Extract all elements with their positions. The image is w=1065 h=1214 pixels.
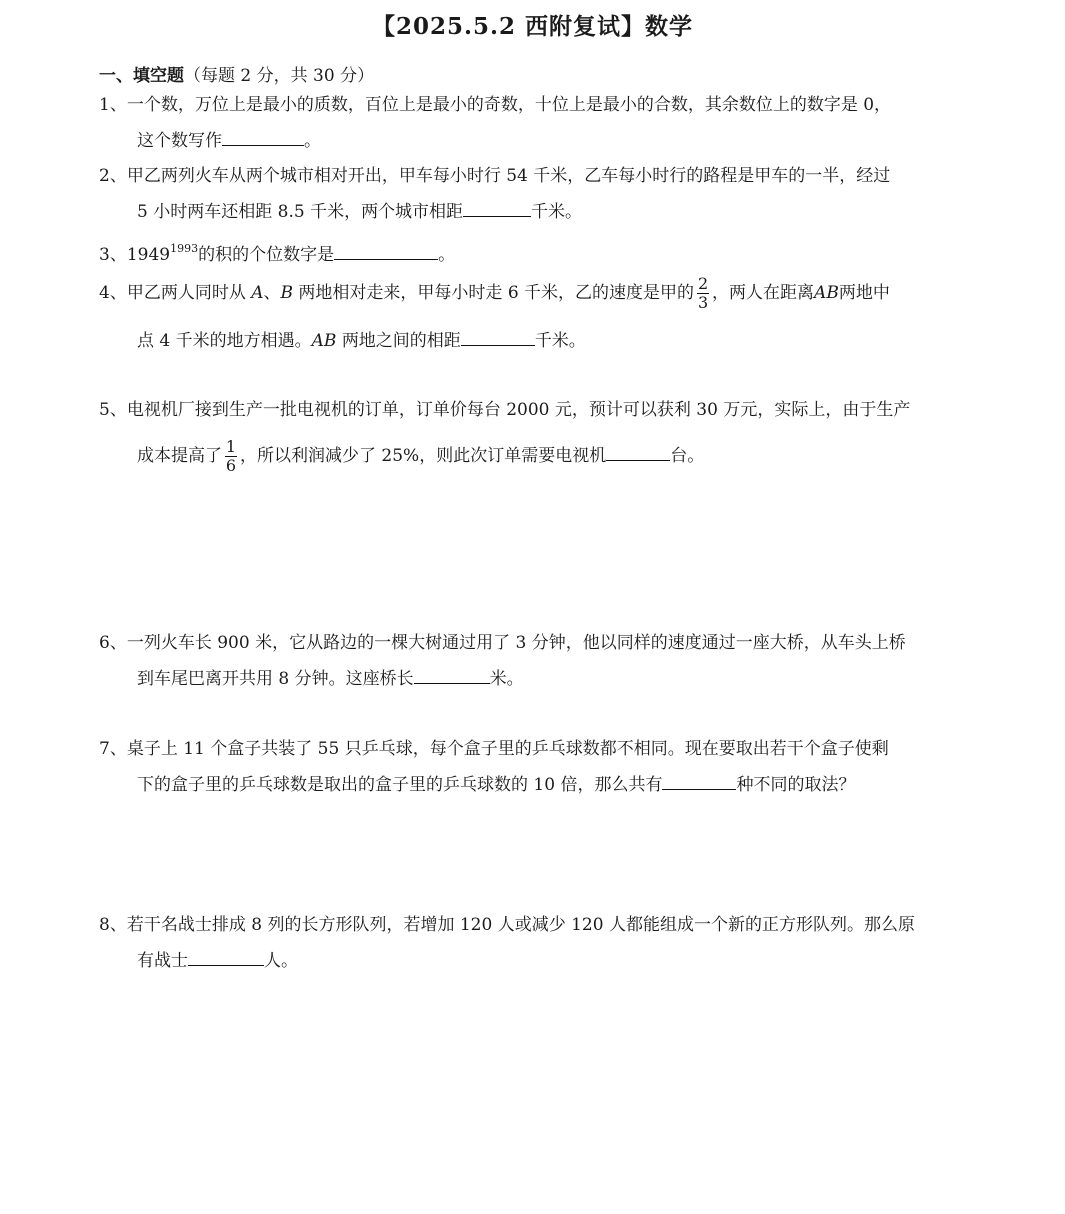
point-label: B: [280, 283, 294, 303]
question-4: [99, 275, 983, 359]
page-title: 【2025.5.2 西附复试】数学: [371, 13, 694, 40]
question-number: 2、: [99, 166, 127, 186]
fraction: [697, 275, 709, 312]
question-text: 。: [304, 131, 321, 151]
answer-blank[interactable]: [606, 438, 670, 461]
question-text: 下的盒子里的乒乓球数是取出的盒子里的乒乓球数的 10 倍，那么共有: [137, 775, 663, 795]
answer-blank[interactable]: [461, 323, 535, 346]
question-text: 若干名战士排成 8 列的长方形队列，若增加 120 人或减少 120 人都能组成一个新的正方形队列。那么原: [126, 915, 915, 935]
section-title: 一、填空题: [99, 66, 184, 86]
question-text: 两地之间的相距: [341, 331, 461, 351]
answer-blank[interactable]: [188, 943, 264, 966]
question-text: 、: [263, 283, 281, 303]
answer-blank[interactable]: [414, 661, 490, 684]
fraction: [225, 438, 237, 475]
question-text: 两地中: [838, 283, 890, 303]
question-6: [99, 625, 983, 697]
question-text: 一列火车长 900 米，它从路边的一棵大树通过用了 3 分钟，他以同样的速度通过一座大桥，从车头上桥: [126, 633, 906, 653]
question-number: 8、: [99, 915, 127, 935]
question-text: 。: [438, 245, 456, 265]
question-text: 千米。: [531, 202, 583, 222]
fraction-denominator: 6: [225, 456, 237, 475]
question-5: [99, 392, 983, 474]
power-exponent: 1993: [170, 242, 199, 255]
question-7: [99, 731, 983, 803]
fraction-numerator: 2: [697, 274, 709, 293]
question-text: 桌子上 11 个盒子共装了 55 只乒乓球，每个盒子里的乒乓球数都不相同。现在要取出若干个盒子使剩: [126, 739, 889, 759]
question-1: [99, 87, 983, 159]
fraction-numerator: 1: [225, 437, 237, 456]
question-text: 5 小时两车还相距 8.5 千米，两个城市相距: [137, 202, 464, 222]
question-text: 甲乙两列火车从两个城市相对开出，甲车每小时行 54 千米，乙车每小时行的路程是甲车的一半，经过: [126, 166, 891, 186]
question-3: [99, 231, 983, 267]
question-8: [99, 907, 983, 979]
question-text: 这个数写作: [137, 131, 222, 151]
answer-blank[interactable]: [463, 194, 531, 217]
point-label: AB: [311, 331, 337, 351]
question-text: 的积的个位数字是: [198, 245, 335, 265]
question-number: 5、: [99, 400, 127, 420]
question-text: 甲乙两人同时从: [126, 283, 246, 303]
point-label: AB: [814, 283, 839, 303]
question-text: ，两人在距离: [712, 283, 815, 303]
question-number: 7、: [99, 739, 127, 759]
question-text: 两地相对走来，甲每小时走 6 千米，乙的速度是甲的: [298, 283, 695, 303]
question-2: [99, 158, 983, 230]
question-text: 有战士: [137, 951, 188, 971]
question-text: 种不同的取法？: [736, 775, 856, 795]
question-number: 1、: [99, 95, 127, 115]
question-text: 人。: [264, 951, 298, 971]
question-text: 电视机厂接到生产一批电视机的订单，订单价每台 2000 元，预计可以获利 30 万元，实际上，由于生产: [126, 400, 911, 420]
power-base: 1949: [126, 245, 171, 265]
question-number: 4、: [99, 283, 127, 303]
question-text: 一个数，万位上是最小的质数，百位上是最小的奇数，十位上是最小的合数，其余数位上的数字是 0，: [126, 95, 892, 115]
answer-blank[interactable]: [222, 123, 304, 146]
question-text: 点 4 千米的地方相遇。: [137, 331, 312, 351]
answer-blank[interactable]: [662, 767, 736, 790]
question-number: 3、: [99, 245, 127, 265]
question-text: 成本提高了: [137, 446, 222, 466]
question-text: ，所以利润减少了 25%，则此次订单需要电视机: [240, 446, 607, 466]
question-text: 米。: [489, 669, 524, 689]
section-note: （每题 2 分，共 30 分）: [184, 66, 375, 86]
point-label: A: [251, 283, 264, 303]
question-text: 台。: [670, 446, 705, 466]
fraction-denominator: 3: [697, 293, 709, 312]
question-number: 6、: [99, 633, 127, 653]
answer-blank[interactable]: [334, 237, 438, 260]
question-text: 到车尾巴离开共用 8 分钟。这座桥长: [137, 669, 414, 689]
question-text: 千米。: [534, 331, 586, 351]
section-heading: [99, 61, 374, 86]
